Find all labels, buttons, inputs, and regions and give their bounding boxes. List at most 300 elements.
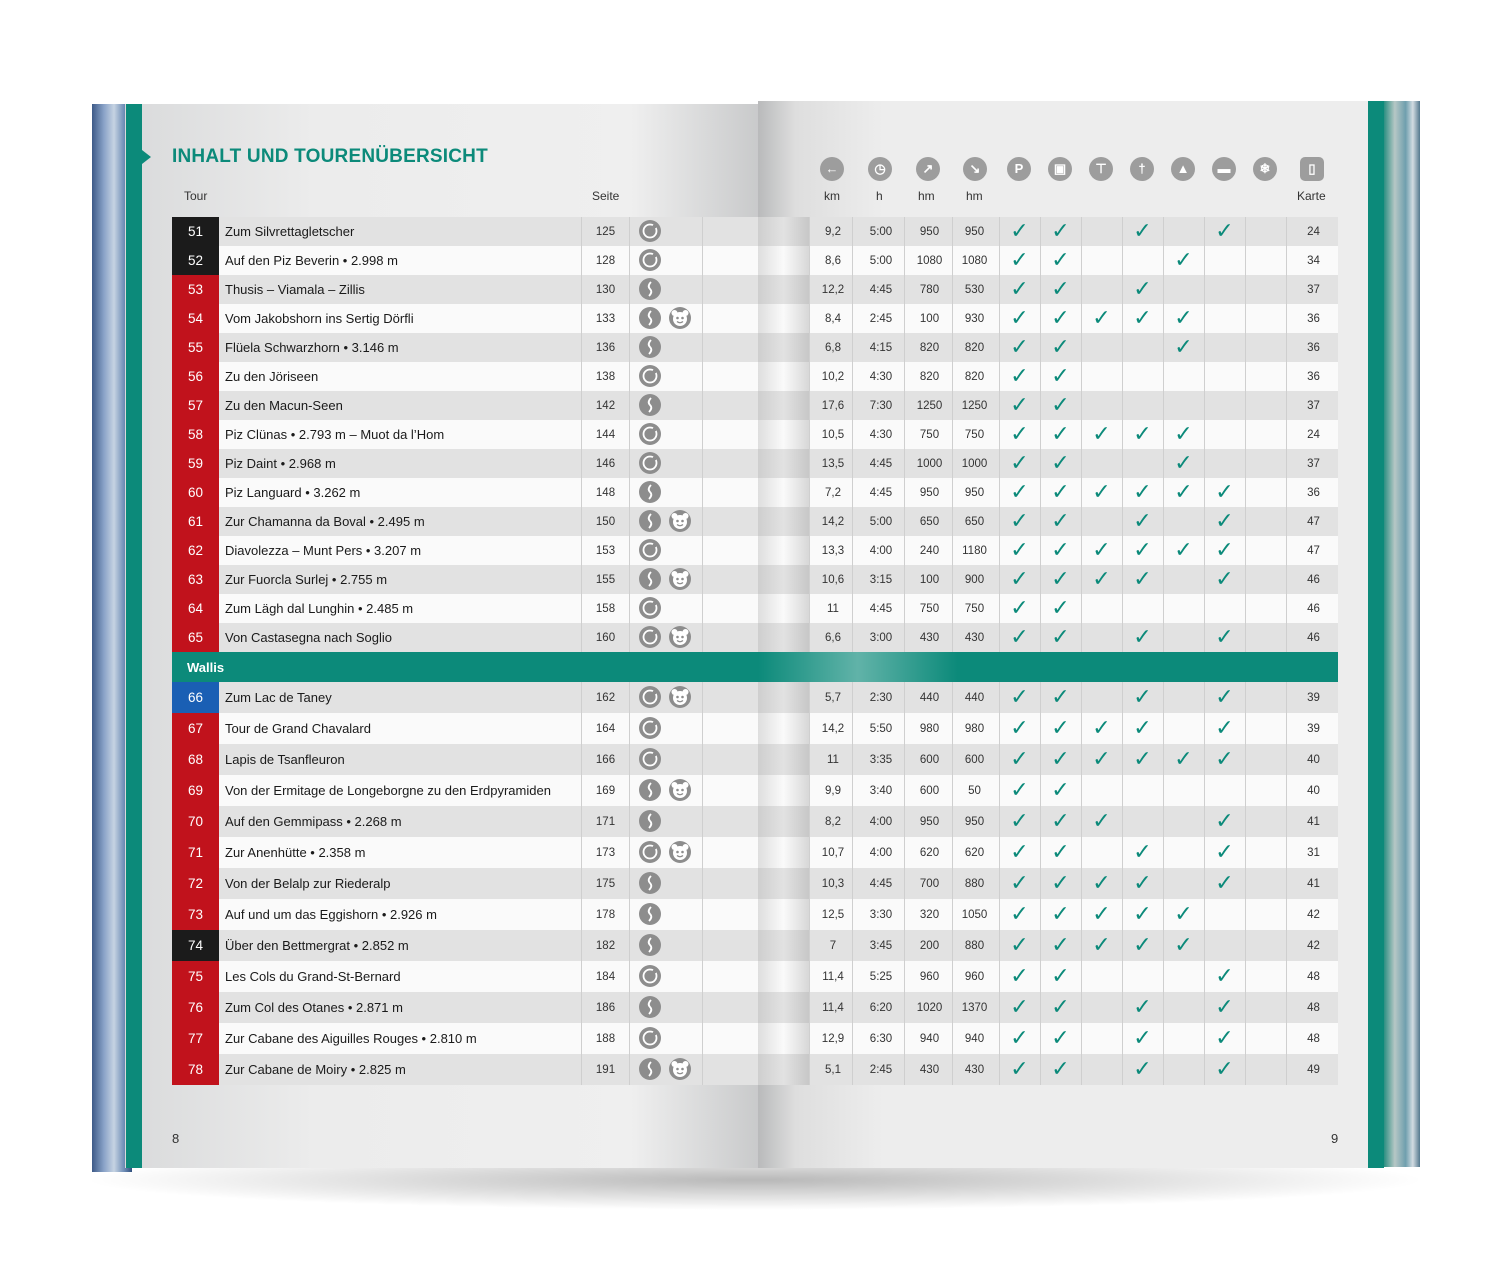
column-separator [581,992,582,1023]
tour-name[interactable]: Piz Languard • 3.262 m [225,485,361,500]
check-icon: ✓ [1010,808,1029,834]
column-separator [629,899,630,930]
tour-number: 73 [172,899,219,930]
column-separator [581,713,582,744]
check-icon: ✓ [1051,746,1070,772]
page-number: 175 [595,877,616,890]
map-number: 24 [1307,428,1320,441]
book-edge-right [1384,101,1420,1167]
round-tour-icon [639,717,661,739]
duration: 3:00 [869,631,893,644]
map-number: 48 [1307,1032,1320,1045]
tour-name[interactable]: Piz Daint • 2.968 m [225,456,336,471]
column-separator [702,868,703,899]
round-tour-icon [639,626,661,648]
column-separator [629,420,630,449]
tour-name[interactable]: Zur Cabane des Aiguilles Rouges • 2.810 m [225,1031,477,1046]
tour-name[interactable]: Zum Col des Otanes • 2.871 m [225,1000,403,1015]
check-icon: ✓ [1010,994,1029,1020]
round-tour-icon [639,423,661,445]
restaurant-icon: † [1130,157,1154,181]
column-separator [1245,594,1246,623]
check-icon: ✓ [1051,537,1070,563]
column-separator [809,217,810,246]
page-number: 173 [595,846,616,859]
duration: 4:00 [869,544,893,557]
check-icon: ✓ [1051,479,1070,505]
check-icon: ✓ [1010,276,1029,302]
column-separator [581,420,582,449]
header-tour: Tour [184,189,208,203]
column-separator [1163,775,1164,806]
page-number-right: 9 [1331,1131,1339,1146]
table-row[interactable] [172,275,1338,304]
check-icon: ✓ [1010,1056,1029,1082]
column-separator [581,362,582,391]
table-row[interactable] [172,1054,1338,1085]
tour-name[interactable]: Piz Clünas • 2.793 m – Muot da l’Hom [225,427,445,442]
table-row[interactable] [172,1023,1338,1054]
tour-name[interactable]: Zu den Macun-Seen [225,398,343,413]
check-icon: ✓ [1010,392,1029,418]
column-separator [1286,930,1287,961]
column-separator [702,961,703,992]
column-separator [1245,682,1246,713]
column-separator [809,713,810,744]
tour-name[interactable]: Diavolezza – Munt Pers • 3.207 m [225,543,422,558]
column-separator [702,333,703,362]
check-icon: ✓ [1010,870,1029,896]
tour-name[interactable]: Von der Belalp zur Riederalp [225,876,391,891]
page-gutter [758,992,809,1023]
table-row[interactable] [172,961,1338,992]
page-number: 130 [595,283,616,296]
tour-number: 60 [172,478,219,507]
tour-number: 67 [172,713,219,744]
table-row[interactable] [172,682,1338,713]
ascent-hm: 750 [919,428,940,441]
tour-name[interactable]: Vom Jakobshorn ins Sertig Dörfli [225,311,414,326]
map-number: 41 [1307,815,1320,828]
column-separator [1286,1023,1287,1054]
table-row[interactable] [172,420,1338,449]
tour-number: 54 [172,304,219,333]
column-separator [629,594,630,623]
page-number: 178 [595,908,616,921]
distance-km: 9,2 [825,225,841,238]
duration: 4:45 [869,602,893,615]
duration: 3:30 [869,908,893,921]
page-number: 166 [595,753,616,766]
table-row[interactable] [172,362,1338,391]
distance-km: 8,6 [825,254,841,267]
column-separator [1245,507,1246,536]
tour-number: 78 [172,1054,219,1085]
check-icon: ✓ [1215,218,1234,244]
descent-hm: 750 [964,602,985,615]
column-separator [702,420,703,449]
ascent-hm: 820 [919,370,940,383]
check-icon: ✓ [1133,901,1152,927]
column-separator [1245,775,1246,806]
tour-number: 52 [172,246,219,275]
column-separator [1081,623,1082,652]
column-separator [1245,961,1246,992]
column-separator [702,1054,703,1085]
descent-hm: 1000 [961,457,988,470]
table-row[interactable] [172,899,1338,930]
column-separator [809,1023,810,1054]
check-icon: ✓ [1133,1056,1152,1082]
tour-name[interactable]: Auf den Piz Beverin • 2.998 m [225,253,398,268]
column-separator [1245,806,1246,837]
tour-number: 58 [172,420,219,449]
check-icon: ✓ [1133,305,1152,331]
column-separator [1245,713,1246,744]
ascent-hm: 1000 [916,457,943,470]
column-separator [581,837,582,868]
page-number: 162 [595,691,616,704]
check-icon: ✓ [1133,994,1152,1020]
descent-hm: 1370 [961,1001,988,1014]
descent-hm: 50 [968,784,981,797]
check-icon: ✓ [1133,1025,1152,1051]
column-separator [702,837,703,868]
tour-number: 56 [172,362,219,391]
check-icon: ✓ [1215,746,1234,772]
check-icon: ✓ [1051,508,1070,534]
tour-name[interactable]: Zum Lägh dal Lunghin • 2.485 m [225,601,414,616]
table-row[interactable] [172,449,1338,478]
tour-name[interactable]: Zur Fuorcla Surlej • 2.755 m [225,572,388,587]
tour-name[interactable]: Zum Silvrettagletscher [225,224,355,239]
table-row[interactable] [172,391,1338,420]
column-separator [809,507,810,536]
column-separator [629,333,630,362]
check-icon: ✓ [1051,392,1070,418]
column-separator [1286,362,1287,391]
duration: 3:15 [869,573,893,586]
tour-name[interactable]: Zur Cabane de Moiry • 2.825 m [225,1062,406,1077]
column-separator [1245,449,1246,478]
tour-name[interactable]: Zur Chamanna da Boval • 2.495 m [225,514,425,529]
page-gutter [758,1023,809,1054]
one-way-icon [639,779,661,801]
title-arrow-icon [142,150,151,164]
distance-km: 12,2 [821,283,845,296]
tour-name[interactable]: Von Castasegna nach Soglio [225,630,392,645]
column-separator [581,775,582,806]
one-way-icon [639,903,661,925]
column-separator [809,536,810,565]
tour-name[interactable]: Lapis de Tsanfleuron [225,752,345,767]
tour-name[interactable]: Zu den Jöriseen [225,369,319,384]
column-separator [809,806,810,837]
descent-hm: 960 [964,970,985,983]
tour-name[interactable]: Auf und um das Eggishorn • 2.926 m [225,907,437,922]
map-number: 48 [1307,1001,1320,1014]
ascent-hm: 750 [919,602,940,615]
table-row[interactable] [172,304,1338,333]
ascent-hm: 820 [919,341,940,354]
column-separator [809,246,810,275]
round-tour-icon [639,965,661,987]
table-row[interactable] [172,333,1338,362]
column-separator [702,217,703,246]
map-number: 47 [1307,515,1320,528]
round-tour-icon [639,249,661,271]
header-h: h [876,189,883,203]
check-icon: ✓ [1215,870,1234,896]
check-icon: ✓ [1010,537,1029,563]
table-row[interactable] [172,775,1338,806]
descent-icon: ↘ [963,157,987,181]
page-gutter [758,536,809,565]
column-separator [629,1054,630,1085]
tour-name[interactable]: Les Cols du Grand-St-Bernard [225,969,401,984]
column-separator [1286,333,1287,362]
page-gutter [758,507,809,536]
column-separator [581,449,582,478]
check-icon: ✓ [1133,566,1152,592]
column-separator [629,246,630,275]
kids-icon [669,568,691,590]
tour-name[interactable]: Von der Ermitage de Longeborgne zu den Erdpyramiden [225,783,551,798]
check-icon: ✓ [1010,334,1029,360]
check-icon: ✓ [1051,595,1070,621]
table-row[interactable] [172,744,1338,775]
page-gutter [758,362,809,391]
column-separator [1286,899,1287,930]
column-separator [809,275,810,304]
page-gutter [758,391,809,420]
column-separator [629,775,630,806]
column-separator [1081,217,1082,246]
check-icon: ✓ [1051,808,1070,834]
table-row[interactable] [172,930,1338,961]
check-icon: ✓ [1215,566,1234,592]
tour-name[interactable]: Tour de Grand Chavalard [225,721,371,736]
kids-icon [669,510,691,532]
hut-icon: ▲ [1171,157,1195,181]
ascent-hm: 440 [919,691,940,704]
check-icon: ✓ [1174,421,1193,447]
tour-number: 68 [172,744,219,775]
column-separator [702,682,703,713]
signpost-icon: ← [820,157,844,181]
duration: 2:45 [869,312,893,325]
one-way-icon [639,568,661,590]
column-separator [1286,961,1287,992]
column-separator [1245,1023,1246,1054]
column-separator [581,478,582,507]
check-icon: ✓ [1051,870,1070,896]
kids-icon [669,626,691,648]
table-row[interactable] [172,992,1338,1023]
column-separator [1204,449,1205,478]
page-number: 191 [595,1063,616,1076]
page-number: 186 [595,1001,616,1014]
check-icon: ✓ [1051,624,1070,650]
tour-name[interactable]: Flüela Schwarzhorn • 3.146 m [225,340,399,355]
tour-name[interactable]: Auf den Gemmipass • 2.268 m [225,814,402,829]
column-separator [1245,246,1246,275]
column-separator [1245,744,1246,775]
table-row[interactable] [172,623,1338,652]
table-row[interactable] [172,713,1338,744]
distance-km: 11,4 [822,970,844,983]
page-number: 150 [595,515,616,528]
column-separator [1245,333,1246,362]
column-separator [1286,713,1287,744]
header-hm-up: hm [918,189,935,203]
check-icon: ✓ [1133,508,1152,534]
round-tour-icon [639,365,661,387]
one-way-icon [639,996,661,1018]
check-icon: ✓ [1051,421,1070,447]
tour-name[interactable]: Zum Lac de Taney [225,690,332,705]
column-separator [629,744,630,775]
check-icon: ✓ [1215,1025,1234,1051]
page-number: 153 [595,544,616,557]
check-icon: ✓ [1215,715,1234,741]
column-separator [1286,478,1287,507]
distance-km: 11 [827,602,839,615]
check-icon: ✓ [1010,218,1029,244]
map-number: 37 [1307,283,1320,296]
check-icon: ✓ [1174,932,1193,958]
check-icon: ✓ [1092,537,1111,563]
map-number: 39 [1307,722,1320,735]
descent-hm: 600 [964,753,985,766]
column-separator [1122,449,1123,478]
check-icon: ✓ [1133,746,1152,772]
tour-name[interactable]: Thusis – Viamala – Zillis [225,282,365,297]
check-icon: ✓ [1092,566,1111,592]
one-way-icon [639,481,661,503]
table-row[interactable] [172,837,1338,868]
duration: 4:45 [869,877,893,890]
column-separator [1081,1054,1082,1085]
check-icon: ✓ [1133,684,1152,710]
column-separator [702,478,703,507]
check-icon: ✓ [1051,305,1070,331]
check-icon: ✓ [1010,777,1029,803]
column-separator [1122,362,1123,391]
column-separator [1245,391,1246,420]
ascent-hm: 1020 [916,1001,943,1014]
tour-number: 64 [172,594,219,623]
column-separator [1286,992,1287,1023]
column-separator [702,449,703,478]
table-row[interactable] [172,536,1338,565]
table-row[interactable] [172,594,1338,623]
map-number: 46 [1307,573,1320,586]
tour-number: 76 [172,992,219,1023]
tour-number: 69 [172,775,219,806]
distance-km: 6,8 [825,341,841,354]
duration: 6:30 [869,1032,893,1045]
column-separator [581,930,582,961]
column-separator [1245,623,1246,652]
round-tour-icon [639,452,661,474]
kids-icon [669,307,691,329]
tour-number: 51 [172,217,219,246]
column-separator [1286,536,1287,565]
duration: 3:35 [869,753,893,766]
check-icon: ✓ [1051,1025,1070,1051]
check-icon: ✓ [1215,963,1234,989]
descent-hm: 980 [964,722,985,735]
descent-hm: 620 [964,846,985,859]
check-icon: ✓ [1010,363,1029,389]
round-tour-icon [639,539,661,561]
column-separator [1081,362,1082,391]
column-separator [581,507,582,536]
table-row[interactable] [172,478,1338,507]
check-icon: ✓ [1051,901,1070,927]
table-row[interactable] [172,246,1338,275]
page-gutter [758,837,809,868]
page-gutter [758,930,809,961]
page-number: 160 [595,631,616,644]
column-separator [702,713,703,744]
descent-hm: 880 [964,877,985,890]
tour-table [172,217,1338,1085]
parking-icon: P [1007,157,1031,181]
table-row[interactable] [172,507,1338,536]
duration: 6:20 [869,1001,893,1014]
distance-km: 14,2 [821,722,845,735]
check-icon: ✓ [1092,715,1111,741]
column-separator [629,565,630,594]
check-icon: ✓ [1174,746,1193,772]
column-separator [1245,868,1246,899]
table-row[interactable] [172,868,1338,899]
column-separator [809,1054,810,1085]
one-way-icon [639,1058,661,1080]
column-separator [581,333,582,362]
check-icon: ✓ [1051,276,1070,302]
table-row[interactable] [172,565,1338,594]
column-separator [629,275,630,304]
table-row[interactable] [172,806,1338,837]
page-number: 158 [595,602,616,615]
tour-number: 65 [172,623,219,652]
duration: 5:25 [869,970,893,983]
duration: 5:50 [869,722,893,735]
table-row[interactable] [172,217,1338,246]
tour-name[interactable]: Über den Bettmergrat • 2.852 m [225,938,409,953]
ascent-hm: 950 [919,815,940,828]
distance-km: 10,5 [821,428,845,441]
column-separator [809,333,810,362]
column-separator [1245,536,1246,565]
map-number: 41 [1307,877,1320,890]
column-separator [702,536,703,565]
check-icon: ✓ [1092,870,1111,896]
column-separator [1286,744,1287,775]
column-separator [1286,565,1287,594]
column-separator [581,217,582,246]
page-number: 136 [595,341,616,354]
check-icon: ✓ [1051,777,1070,803]
tour-name[interactable]: Zur Anenhütte • 2.358 m [225,845,366,860]
check-icon: ✓ [1010,624,1029,650]
column-separator [1081,682,1082,713]
column-separator [809,478,810,507]
one-way-icon [639,307,661,329]
